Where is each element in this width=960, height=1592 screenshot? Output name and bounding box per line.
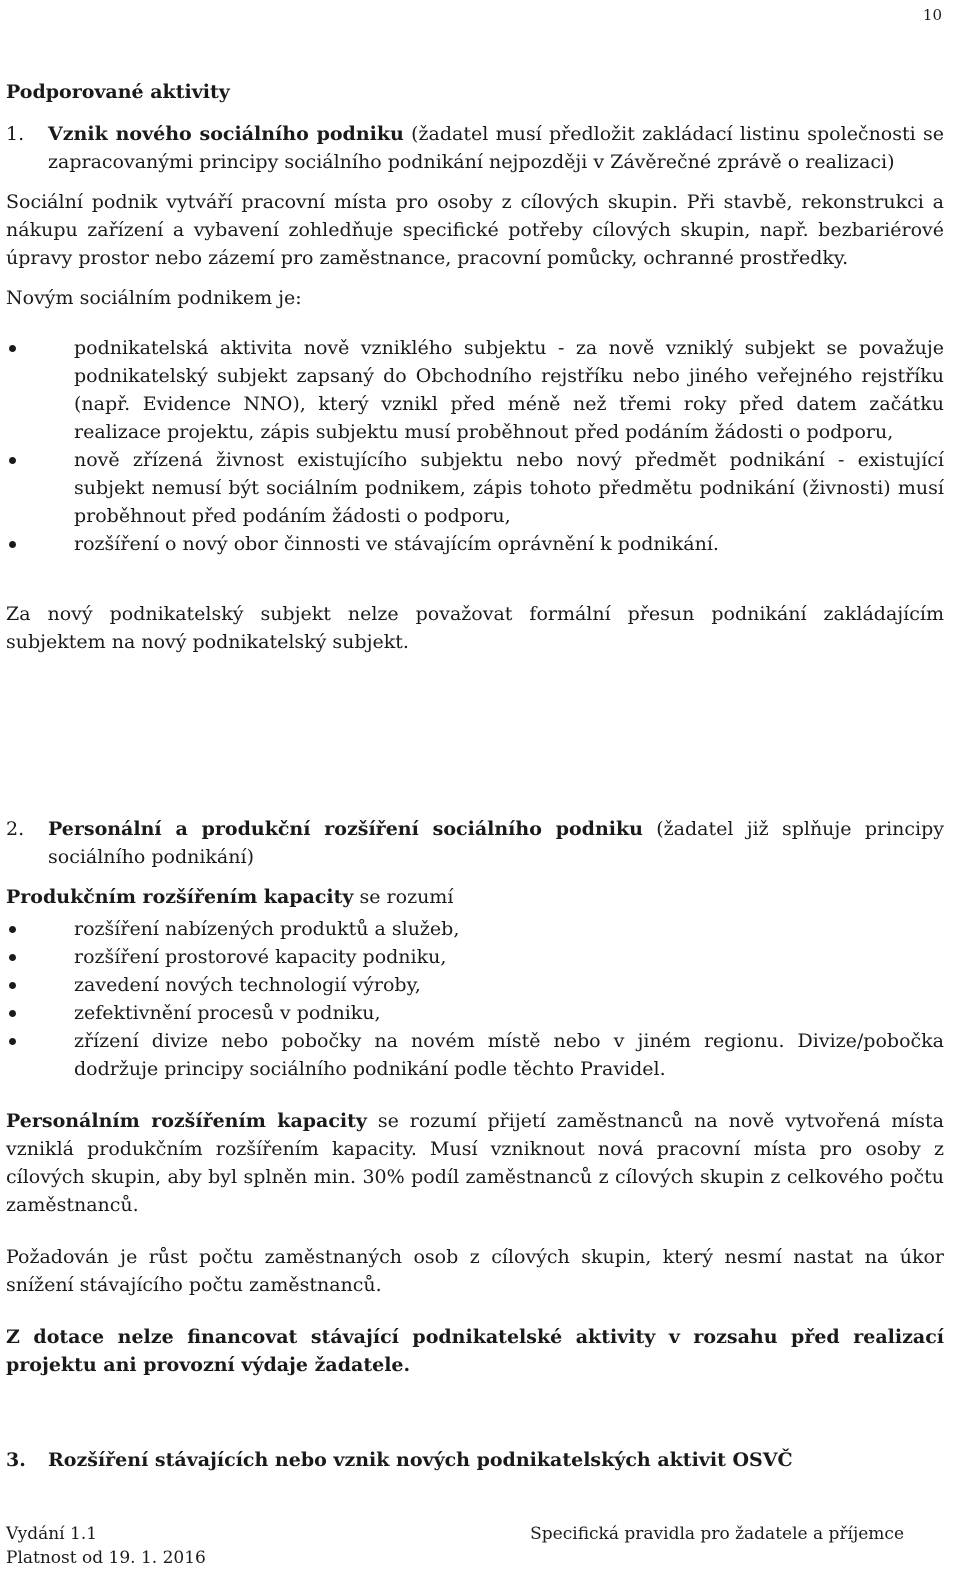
list-item: rozšíření prostorové kapacity podniku, (6, 943, 944, 971)
list-item: zefektivnění procesů v podniku, (6, 999, 944, 1027)
page-footer (6, 1522, 904, 1570)
page-number: 10 (922, 6, 942, 24)
production-expansion-intro: Produkčním rozšířením kapacity se rozumí (6, 886, 454, 908)
section-2-title-note: (žadatel již splňuje principy sociálního podnikání) (48, 818, 944, 868)
footer-version: Vydání 1.1 (6, 1524, 98, 1544)
section-heading: Podporované aktivity (6, 81, 230, 103)
list-item: rozšíření nabízených produktů a služeb, (6, 915, 944, 943)
funding-restriction-paragraph: Z dotace nelze financovat stávající podnikatelské aktivity v rozsahu před realizací projektu ani provozní výdaje žadatele. (6, 1326, 944, 1376)
bullet-icon (6, 971, 74, 999)
section-2-title (6, 815, 944, 871)
section-1-title-bold: Vznik nového sociálního podniku (48, 123, 404, 145)
personnel-expansion-paragraph: Personálním rozšířením kapacity se rozumí přijetí zaměstnanců na nově vytvořená místa vzniklá produkčním rozšířením kapacity. Musí vzniknout nová pracovní místa pro osoby z cílových skupin, aby byl splněn min. 30% podíl zaměstnanců z cílových skupin z celkového počtu zaměstnanců. (6, 1110, 945, 1216)
section-1-para-3: Za nový podnikatelský subjekt nelze považovat formální přesun podnikání zakládajícím subjektem na nový podnikatelský subjekt. (6, 603, 944, 653)
section-2 (6, 815, 944, 1379)
list-item: nově zřízená živnost existujícího subjektu nebo nový předmět podnikání - existující subjekt nemusí být sociálním podnikem, zápis tohoto předmětu podnikání (živnosti) musí proběhnout před podáním žádosti o podporu, (6, 446, 944, 530)
bullet-icon (6, 530, 74, 558)
section-3-title-bold: Rozšíření stávajících nebo vznik nových podnikatelských aktivit OSVČ (48, 1449, 793, 1471)
section-2-title-bold: Personální a produkční rozšíření sociálního podniku (48, 818, 643, 840)
section-1-number: 1. (6, 123, 25, 145)
bullet-icon (6, 999, 74, 1027)
section-2-number: 2. (6, 818, 25, 840)
section-1-title (6, 120, 944, 176)
list-item: podnikatelská aktivita nově vzniklého subjektu - za nově vzniklý subjekt se považuje podnikatelský subjekt zapsaný do Obchodního rejstříku nebo jiného veřejného rejstříku (např. Evidence NNO), který vznikl před méně než třemi roky před datem začátku realizace projektu, zápis subjektu musí proběhnout před podáním žádosti o podporu, (6, 334, 944, 446)
bullet-icon (6, 1027, 74, 1083)
section-1-title-note: (žadatel musí předložit zakládací listinu společnosti se zapracovanými principy sociálního podnikání nejpozději v Závěrečné zprávě o realizaci) (48, 123, 944, 173)
section-1-para-2: Novým sociálním podnikem je: (6, 287, 302, 309)
bullet-icon (6, 943, 74, 971)
section-3-number: 3. (6, 1449, 26, 1471)
bullet-icon (6, 446, 74, 530)
section-1-para-1: Sociální podnik vytváří pracovní místa pro osoby z cílových skupin. Při stavbě, rekonstrukci a nákupu zařízení a vybavení zohledňuje specifické potřeby cílových skupin, např. bezbariérové úpravy prostor nebo zázemí pro zaměstnance, pracovní pomůcky, ochranné prostředky. (6, 191, 944, 269)
section-1 (6, 120, 944, 656)
bullet-icon (6, 334, 74, 446)
footer-validity: Platnost od 19. 1. 2016 (6, 1548, 206, 1568)
bullet-icon (6, 915, 74, 943)
section-2-bullet-list (6, 915, 944, 1083)
list-item: zřízení divize nebo pobočky na novém místě nebo v jiném regionu. Divize/pobočka dodržuje principy sociálního podnikání podle těchto Pravidel. (6, 1027, 944, 1083)
footer-document-title: Specifická pravidla pro žadatele a příjemce (530, 1524, 904, 1544)
section-3 (6, 1446, 944, 1474)
list-item: zavedení nových technologií výroby, (6, 971, 944, 999)
section-3-title (6, 1446, 944, 1474)
section-1-bullet-list (6, 334, 944, 558)
list-item: rozšíření o nový obor činnosti ve stávajícím oprávnění k podnikání. (6, 530, 944, 558)
growth-requirement-paragraph: Požadován je růst počtu zaměstnaných osob z cílových skupin, který nesmí nastat na úkor snížení stávajícího počtu zaměstnanců. (6, 1246, 944, 1296)
